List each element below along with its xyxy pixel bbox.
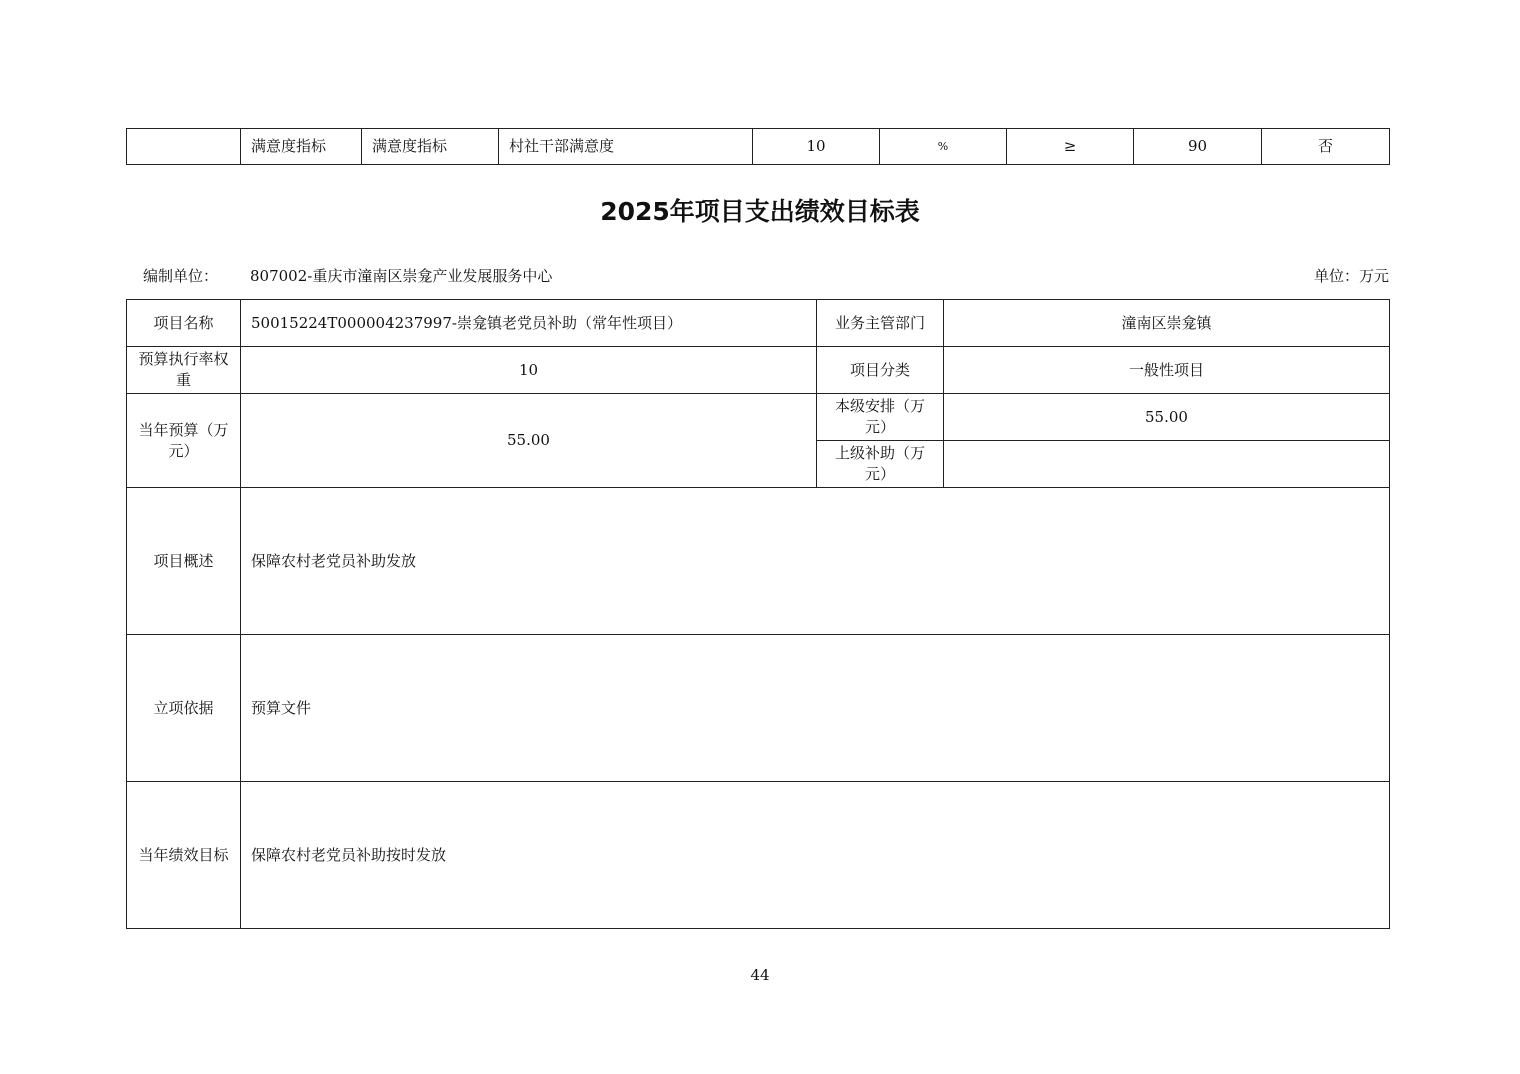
project-overview-value: 保障农村老党员补助发放: [241, 488, 1390, 635]
table-row: [127, 347, 1390, 394]
upper-subsidy-value: [944, 441, 1390, 488]
indicator-unit-cell: %: [880, 129, 1007, 165]
indicator-core-flag-cell: 否: [1262, 129, 1390, 165]
indicator-name-cell: 村社干部满意度: [499, 129, 753, 165]
project-category-value: 一般性项目: [944, 347, 1390, 394]
indicator-level1-cell: [127, 129, 241, 165]
indicator-level2-cell: 满意度指标: [241, 129, 362, 165]
project-basis-label: 立项依据: [127, 635, 241, 782]
table-row: [127, 129, 1390, 165]
currency-unit: 单位：万元: [1313, 267, 1389, 285]
indicator-target-cell: 90: [1134, 129, 1262, 165]
indicator-level3-cell: 满意度指标: [362, 129, 499, 165]
annual-budget-label: 当年预算（万元）: [127, 394, 241, 488]
table-row: [127, 394, 1390, 441]
indicator-weight-cell: 10: [753, 129, 880, 165]
project-basis-value: 预算文件: [241, 635, 1390, 782]
project-name-value: 50015224T000004237997-崇龛镇老党员补助（常年性项目）: [241, 300, 817, 347]
compiling-unit-value: 807002-重庆市潼南区崇龛产业发展服务中心: [250, 267, 553, 285]
performance-target-table: [126, 299, 1390, 929]
project-name-label: 项目名称: [127, 300, 241, 347]
department-label: 业务主管部门: [817, 300, 944, 347]
indicator-operator-cell: ≥: [1007, 129, 1134, 165]
page-title: 2025年项目支出绩效目标表: [600, 197, 920, 226]
annual-goal-value: 保障农村老党员补助按时发放: [241, 782, 1390, 929]
execution-weight-value: 10: [241, 347, 817, 394]
table-row: [127, 300, 1390, 347]
annual-budget-value: 55.00: [241, 394, 817, 488]
project-overview-label: 项目概述: [127, 488, 241, 635]
local-allocation-label: 本级安排（万元）: [817, 394, 944, 441]
annual-goal-label: 当年绩效目标: [127, 782, 241, 929]
execution-weight-label: 预算执行率权重: [127, 347, 241, 394]
table-row: [127, 782, 1390, 929]
indicator-table-continuation: [126, 128, 1390, 165]
department-value: 潼南区崇龛镇: [944, 300, 1390, 347]
table-row: [127, 488, 1390, 635]
upper-subsidy-label: 上级补助（万元）: [817, 441, 944, 488]
page-number: 44: [750, 966, 770, 984]
project-category-label: 项目分类: [817, 347, 944, 394]
compiling-unit-label: 编制单位：: [143, 267, 219, 285]
table-row: [127, 635, 1390, 782]
local-allocation-value: 55.00: [944, 394, 1390, 441]
